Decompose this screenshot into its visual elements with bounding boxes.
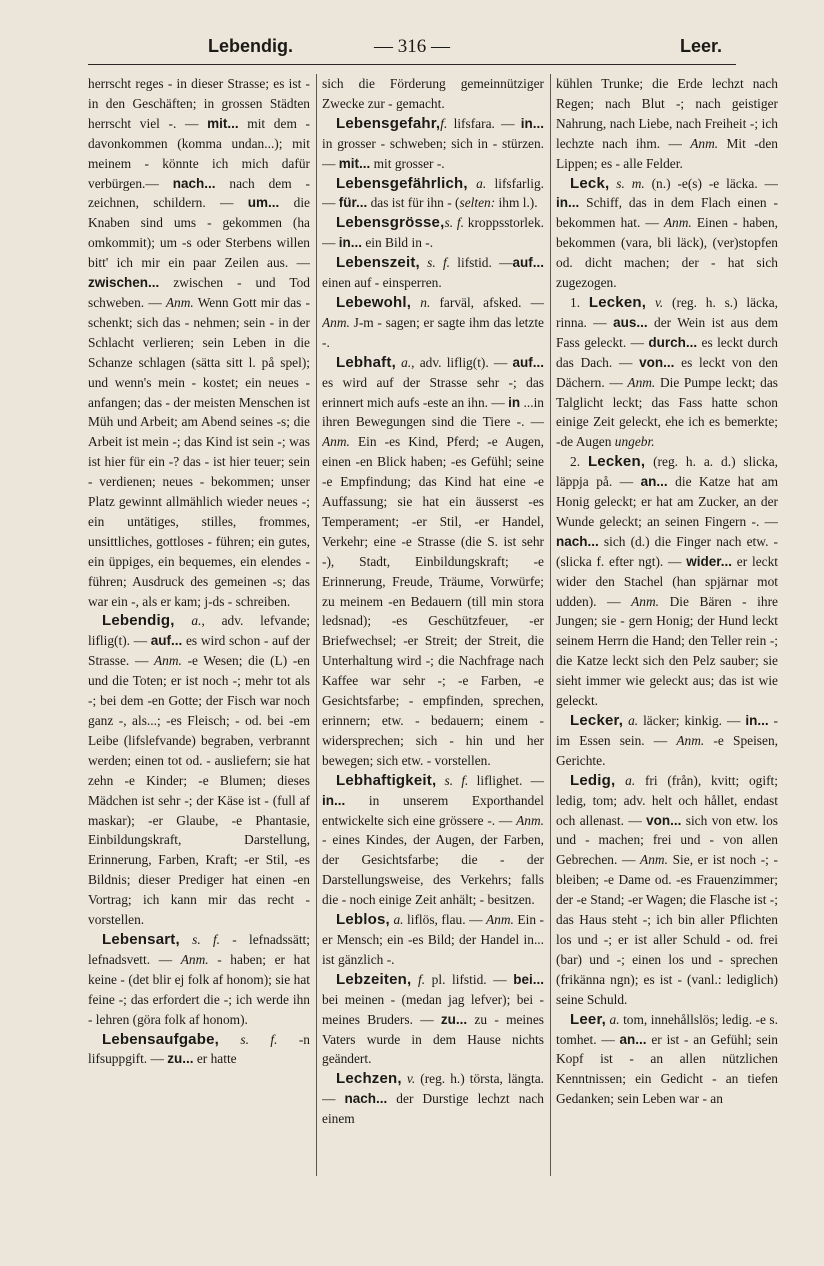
entry-text: liflighet. — <box>468 772 544 788</box>
entry-headword: Lebhaft, <box>336 353 396 371</box>
entry-italic: Anm. <box>631 593 660 609</box>
entry-headword: Lebzeiten, <box>336 970 412 988</box>
entry-text: die Katze hat am Honig geleckt; er hat am Zucker, an der Wunde geleckt; an seinen Fingern -. — <box>556 474 778 529</box>
page-header <box>88 28 736 65</box>
entry-headword: Lecken, <box>588 293 647 311</box>
entry-italic: Anm. <box>676 732 705 748</box>
entry-italic: a. <box>609 1011 620 1027</box>
entry-text: bei meinen - (medan jag lefver); bei - meines Bruders. — <box>322 991 544 1027</box>
entry-text: Die Bären - ihre Jungen; sie - gern Honig; der Hund leckt seinem Herrn die Hand; den Teller rein -; die Katze leckt sich den Pelz sauber; sie sieht immer wie geleckt aus; das ist wie geleckt. <box>556 593 778 709</box>
entry-text: es leckt von den Dächern. — <box>556 354 778 390</box>
entry-keyword: zu... <box>167 1051 194 1067</box>
entry-text: läcker; kinkig. — <box>638 713 746 728</box>
entry-text: ihm l.). <box>495 195 538 211</box>
entry-text <box>175 613 192 628</box>
entry-headword: Lebensgrösse, <box>336 214 445 232</box>
entry-text: Wenn Gott mir das - schenkt; sich das - nehmen; sein - in der Schlacht verlieren; sein Leben in die Schanze schlagen (sätta sitt l. på spel); und wenn's mein - kostet; ein neues - anfangen; das - der meisten Menschen ist Müh und Arbeit; am Abend seines -s; die Arbeit ist mein -; das Kind ist sein -; was ist hier für ein -? das - ist hier teuer; sein - verdienen; neues - bekommen; unser Platz gewinnt allmählich wieder neues -; ein untätiges, stilles, frommes, unsittliches, gottloses - führen; ein gutes, ein üppiges, ein bequemes, ein elendes - führen; Ausdruck des gemeinen -s; das war ein -, als er kam; j-ds - schreiben. <box>88 294 310 609</box>
page-number: — 316 — <box>374 36 450 57</box>
header-left-guide-word: Lebendig. <box>208 36 293 56</box>
entry-italic: Anm. <box>663 215 692 231</box>
entry-headword: Leblos, <box>336 911 390 929</box>
entry-italic: f. <box>417 971 426 987</box>
dictionary-entry <box>322 771 544 910</box>
entry-headword: Lebendig, <box>102 612 175 630</box>
dictionary-entry <box>322 293 544 353</box>
entry-italic: s. f. <box>192 931 221 947</box>
entry-text: mit grosser -. <box>370 155 445 171</box>
entry-keyword: mit... <box>207 115 239 131</box>
entry-text: der Durstige lechzt nach einem <box>322 1091 544 1127</box>
entry-text: ein Bild in -. <box>362 235 434 251</box>
entry-text <box>180 932 192 947</box>
entry-italic: Anm. <box>640 852 668 868</box>
entry-italic: s. f. <box>240 1031 278 1047</box>
entry-text: -e Wesen; die (L) -en und die Toten; er ist noch -; mehr tot als -; bei dem -en Gotte; der Fisch war noch ganz -, als...; -es Fleisch; - od. bei -em Leibe (lifslefvande) begraben, verbrannt werden; einen tot od. - ausliefern; sie hat zehn -e Kinder; -e Blumen; dieses Mädchen ist sehr -; der Käse ist - (full af maskar); -er Glaube, -e Phantasie, Einbildungskraft, Darstellung, Erinnerung, Farben, Kraft; -er Stil, -es Bildnis; dieser Prediger hat einen -en Vortrag; ich kann mir das recht - vorstellen. <box>88 653 310 928</box>
entry-keyword: bei... <box>513 971 544 987</box>
entry-text: (reg. h. a. d.) slicka, läppja på. — <box>556 454 778 490</box>
entry-text: - lefnadssätt; lefnadsvett. — <box>88 931 310 967</box>
entry-italic: Anm. <box>180 951 209 967</box>
entry-headword: Lebensart, <box>102 930 180 948</box>
entry-text: Ein -es Kind, Pferd; -e Augen, einen -en Blick haben; -es Gefühl; seine -e Empfindung; das Kind hat eine -e Auffassung; sie hat ein äusserst -es Temperament; -er Stil, -er Handel, Verkehr; eine -e Strasse (die S. ist sehr -), Stadt, Einbildungskraft; -e Erinnerung, Freude, Träume, Vorwürfe; zu meinem -en Bedauern (till min stora ledsnad); -es Geschützfeuer, -er Briefwechsel; -er Streit; der Streit, die Unterhaltung wird -; die Nachfrage nach Kaffee war sehr -; -e Farben, -e Gesichtsfarbe; - empfinden, sprechen, erinnern; etw. - bedauern; einem - widersprechen; sich - hin und her bewegen; sich etw. - vorstellen. <box>322 434 544 768</box>
entry-text: nach dem - zeichnen, schildern. — <box>88 175 310 211</box>
entry-text: das ist für ihn - ( <box>367 195 460 211</box>
entry-italic: s. f. <box>444 215 464 231</box>
dictionary-entry <box>322 114 544 174</box>
entry-text: in unserem Exporthandel entwickelte sich eine grössere -. — <box>322 792 544 828</box>
entry-keyword: auf... <box>512 255 544 271</box>
entry-text: zwischen - und Tod schweben. — <box>88 275 310 310</box>
entry-headword: Lecker, <box>570 712 624 729</box>
entry-keyword: an... <box>619 1031 647 1047</box>
dictionary-entry <box>556 711 778 771</box>
entry-text: - haben; er hat keine - (det blir ej folk af honom); sie hat feine -; das erfordert die -; ich werde ihn - lehren (göra folk af honom). <box>88 951 310 1027</box>
entry-keyword: nach... <box>344 1091 388 1107</box>
entry-italic: selten: <box>459 195 496 211</box>
entry-text: farväl, afsked. — <box>430 294 544 310</box>
header-right-guide-word: Leer. <box>679 36 722 56</box>
entry-text: 1. <box>570 294 589 310</box>
entry-text: , adv. lefvande; liflig(t). — <box>88 613 310 649</box>
entry-text: mit dem - davonkommen (komma undan...); mit meinem - könnte ich mich dafür verbürgen.— <box>88 115 310 191</box>
entry-keyword: in <box>508 394 521 410</box>
entry-text: kroppsstorlek. — <box>322 215 544 251</box>
entry-text: lifstid. — <box>450 255 513 271</box>
entry-text: , adv. liflig(t). — <box>411 354 513 370</box>
entry-text <box>436 773 444 788</box>
entry-text: pl. lifstid. — <box>425 971 514 987</box>
entry-text: einen auf - einsperren. <box>322 275 442 291</box>
entry-italic: a. <box>628 713 639 728</box>
entry-headword: Lebewohl, <box>336 293 412 311</box>
entry-text: - eines Kindes, der Augen, der Farben, der Gesichtsfarbe; die - der Darstellungsweise, des Verkehrs; falls die - noch einige Zeit anhält; - besitzen. <box>322 832 544 908</box>
entry-italic: Anm. <box>322 314 350 330</box>
entry-keyword: durch... <box>648 334 698 350</box>
entry-text: er hatte <box>193 1051 237 1067</box>
dictionary-entry <box>88 611 310 930</box>
dictionary-entry <box>322 353 544 771</box>
entry-italic: s. f. <box>444 772 469 788</box>
dictionary-entry <box>322 910 544 970</box>
entry-keyword: in... <box>745 713 769 728</box>
dictionary-entry <box>556 452 778 711</box>
entry-italic: s. f. <box>427 255 451 271</box>
dictionary-entry <box>322 970 544 1070</box>
entry-italic: n. <box>420 294 431 310</box>
entry-text: Ein -er Mensch; ein -es Bild; der Handel in... ist gänzlich -. <box>322 912 544 967</box>
entry-headword: Lebhaftigkeit, <box>336 771 437 789</box>
entry-italic: v. <box>406 1071 416 1087</box>
dictionary-entry <box>322 253 544 293</box>
entry-keyword: zu... <box>440 1011 468 1027</box>
entry-keyword: aus... <box>613 314 648 330</box>
entry-keyword: von... <box>639 354 675 370</box>
entry-text <box>411 295 420 310</box>
entry-text: in grosser - schweben; sich in - stürzen. — <box>322 135 544 171</box>
dictionary-entry <box>88 74 310 611</box>
entry-headword: Leck, <box>570 174 610 192</box>
entry-text: J-m - sagen; er sagte ihm das letzte -. <box>322 314 544 350</box>
entry-italic: a. <box>625 772 636 788</box>
entry-text: (reg. h. s.) läcka, rinna. — <box>556 294 778 330</box>
dictionary-entry <box>556 74 778 174</box>
entry-text: Schiff, das in dem Flach einen - bekommen hat. — <box>556 195 778 231</box>
entry-text <box>468 176 476 191</box>
entry-italic: a. <box>191 613 202 629</box>
entry-text: fri (från), kvitt; ogift; ledig, tom; adv. helt och hållet, endast och allenast. — <box>556 772 778 828</box>
column-rule-1 <box>316 74 317 1176</box>
entry-keyword: in... <box>556 195 580 211</box>
entry-text: er ist - an Gefühl; sein Kopf ist - an allen nützlichen Kenntnissen; ein Gedicht - an tiefen Gedanken; sein Leben war - an <box>556 1031 778 1107</box>
dictionary-entry <box>556 771 778 1010</box>
entry-italic: Anm. <box>165 294 194 310</box>
entry-text: - im Essen sein. — <box>556 713 778 748</box>
entry-text: zu - meines Vaters wurde in dem Hause nichts geändert. <box>322 1011 544 1067</box>
dictionary-entry <box>88 1030 310 1070</box>
entry-italic: a. <box>393 912 404 928</box>
entry-text <box>615 773 625 788</box>
dictionary-entry <box>88 930 310 1030</box>
entry-text: herrscht reges - in dieser Strasse; es ist - in den Geschäften; in grossen Städten herrscht viel -. — <box>88 76 310 131</box>
column-rule-2 <box>550 74 551 1176</box>
entry-italic: Anm. <box>627 374 656 390</box>
text-columns <box>88 74 784 1180</box>
entry-text: (n.) -e(s) -e läcka. — <box>644 175 778 191</box>
entry-headword: Lebensaufgabe, <box>102 1030 219 1048</box>
entry-keyword: von... <box>646 812 682 828</box>
entry-text: Sie, er ist noch -; - bleiben; -e Dame od. -es Frauenzimmer; der -e Stand; -er Wagen; die Flasche ist -; das Haus steht -; ich bin aller Pflichten los und -; er ist aller Schuld - od. frei (bar) und -; einen los und - sprechen (frikänna ngn); es ist - (vanl.: lediglich) seine Schuld. <box>556 852 778 1007</box>
entry-text: Mit -den Lippen; es - alle Felder. <box>556 135 778 171</box>
entry-keyword: nach... <box>172 175 216 191</box>
entry-headword: Lebensgefährlich, <box>336 174 468 192</box>
entry-italic: s. m. <box>616 175 645 191</box>
entry-text: (reg. h.) törsta, längta. — <box>322 1071 544 1107</box>
entry-keyword: mit... <box>338 155 371 171</box>
dictionary-entry <box>322 1069 544 1129</box>
entry-keyword: um... <box>247 195 280 211</box>
entry-headword: Leer, <box>570 1010 607 1028</box>
entry-text: lifsfara. — <box>447 115 521 131</box>
entry-text: sich (d.) die Finger nach etw. - (slicka f. efter ngt). — <box>556 533 778 569</box>
column-1 <box>88 74 310 1180</box>
dictionary-entry <box>556 293 778 452</box>
dictionary-entry <box>556 174 778 293</box>
entry-text <box>411 972 418 987</box>
entry-text: -n lifsuppgift. — <box>88 1031 310 1067</box>
entry-text: Die Pumpe leckt; das Talglicht leckt; das Fass hatte schon einige Zeit geleckt, ehe ich es bemerkte; -de Augen <box>556 374 778 450</box>
entry-text: 2. <box>570 454 588 470</box>
entry-text: die Knaben sind ums - gekommen (ha omkommit); um -s oder Sterbens willen bitt' ich mir ein paar Zeilen aus. — <box>88 195 310 271</box>
entry-text: lifsfarlig. — <box>322 175 544 211</box>
entry-keyword: an... <box>640 474 668 490</box>
entry-headword: Lebenszeit, <box>336 254 420 272</box>
entry-italic: Anm. <box>690 135 719 151</box>
entry-italic: Anm. <box>154 653 182 669</box>
entry-keyword: in... <box>520 115 544 131</box>
entry-text: tom, innehållslös; ledig. -e s. tomhet. — <box>556 1011 778 1047</box>
entry-text: -e Speisen, Gerichte. <box>556 732 778 768</box>
entry-keyword: zwischen... <box>88 275 160 291</box>
dictionary-entry <box>322 213 544 253</box>
entry-italic: f. <box>440 115 448 131</box>
entry-headword: Lechzen, <box>336 1070 402 1088</box>
dictionary-entry <box>322 74 544 114</box>
entry-text: er leckt wider den Stachel (han spjärnar mot udden). — <box>556 553 778 609</box>
entry-headword: Lebensgefahr, <box>336 114 441 132</box>
entry-keyword: auf... <box>150 633 183 649</box>
dictionary-entry <box>322 174 544 214</box>
entry-text: sich von etw. los und - machen; frei und - von allen Gebrechen. — <box>556 812 778 868</box>
entry-text: der Wein ist aus dem Fass geleckt. — <box>556 314 778 350</box>
entry-keyword: in... <box>322 792 346 808</box>
entry-italic: Anm. <box>516 812 544 828</box>
entry-italic: a. <box>476 175 487 191</box>
entry-text: ...in ihren Bewegungen sind die Tiere -. — <box>322 394 544 430</box>
entry-keyword: in... <box>338 235 362 251</box>
entry-headword: Ledig, <box>570 771 616 789</box>
column-2 <box>322 74 544 1180</box>
entry-text: es wird auf der Strasse sehr -; das erinnert mich aufs -este an ihn. — <box>322 374 544 410</box>
entry-italic: Anm. <box>486 912 514 928</box>
column-3 <box>556 74 778 1180</box>
dictionary-entry <box>556 1010 778 1110</box>
entry-text: es wird schon - auf der Strasse. — <box>88 633 310 669</box>
entry-keyword: auf... <box>512 354 544 370</box>
entry-text <box>219 1032 240 1047</box>
entry-text: liflös, flau. — <box>403 912 486 928</box>
entry-text: sich die Förderung gemeinnütziger Zwecke zur - gemacht. <box>322 76 544 111</box>
entry-italic: Anm. <box>322 434 350 450</box>
entry-italic: v. <box>654 294 664 310</box>
entry-text <box>646 295 655 310</box>
entry-text: kühlen Trunke; die Erde lechzt nach Regen; nach Blut -; nach geistiger Nahrung, nach Liebe, nach Freiheit -; ich lechzte nach ihm. — <box>556 76 778 151</box>
entry-headword: Lecken, <box>587 453 646 471</box>
entry-keyword: wider... <box>686 553 733 569</box>
entry-keyword: nach... <box>556 533 599 549</box>
entry-text: es leckt durch das Dach. — <box>556 334 778 370</box>
entry-italic: a. <box>401 354 412 370</box>
entry-italic: ungebr. <box>614 434 655 450</box>
entry-keyword: für... <box>338 195 368 211</box>
entry-text: Einen - haben, bekommen (vara, bli läck), (ver)stopfen od. dicht machen; der - hat sich zugezogen. <box>556 215 778 291</box>
